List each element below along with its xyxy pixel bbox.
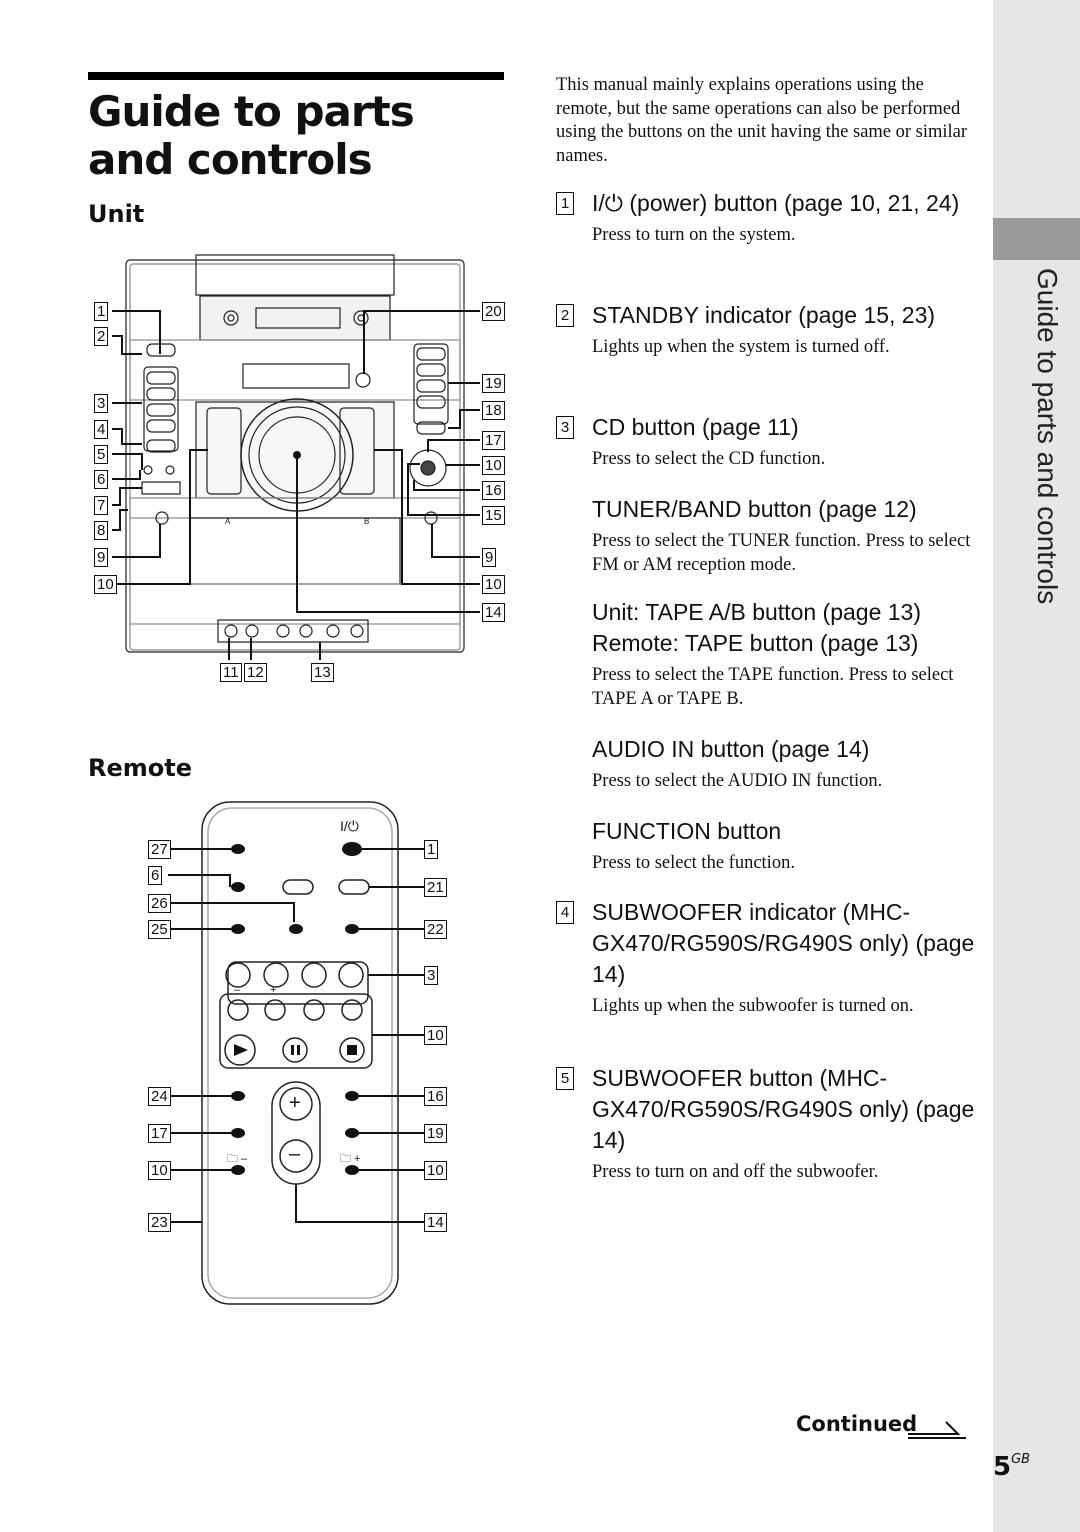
remote-volume-minus-symbol: – xyxy=(289,1143,301,1165)
unit-right-callout: 18 xyxy=(482,401,505,420)
item-heading xyxy=(556,188,976,219)
item-description: Press to select the function. xyxy=(592,853,795,873)
page-title: Guide to parts and controls xyxy=(88,87,414,184)
item-heading xyxy=(556,734,976,765)
item-heading-text: Unit: TAPE A/B button (page 13) Remote: TAPE button (page 13) xyxy=(592,599,922,656)
item-description: Lights up when the system is turned off. xyxy=(592,337,890,357)
item-heading xyxy=(556,300,976,331)
item-heading xyxy=(556,597,976,659)
remote-left-callout: 24 xyxy=(148,1087,171,1106)
unit-right-callout: 17 xyxy=(482,431,505,450)
unit-left-callout: 10 xyxy=(94,575,117,594)
unit-left-callout: 9 xyxy=(94,548,108,567)
remote-volume-plus-symbol: + xyxy=(289,1092,301,1114)
remote-leader-lines xyxy=(168,849,424,1222)
item-number-badge: 4 xyxy=(556,901,574,924)
remote-plus-label: + xyxy=(270,984,277,996)
item-heading xyxy=(556,897,976,990)
item-heading-text: STANDBY indicator (page 15, 23) xyxy=(592,302,936,328)
item-number-badge: 1 xyxy=(556,192,574,215)
unit-right-callout: 20 xyxy=(482,302,505,321)
item-description: Press to select the AUDIO IN function. xyxy=(592,771,883,791)
unit-bottom-callout: 13 xyxy=(311,663,334,682)
item-heading-text: AUDIO IN button (page 14) xyxy=(592,736,870,762)
remote-right-callout: 22 xyxy=(424,920,447,939)
item-description: Lights up when the subwoofer is turned on. xyxy=(592,996,914,1016)
item-entry xyxy=(556,188,976,247)
item-description: Press to select the CD function. xyxy=(592,449,826,469)
remote-heading: Remote xyxy=(88,754,193,782)
remote-right-callout: 1 xyxy=(424,840,438,859)
remote-left-callout: 23 xyxy=(148,1213,171,1232)
unit-right-callout: 10 xyxy=(482,456,505,475)
item-description: Press to turn on and off the subwoofer. xyxy=(592,1162,879,1182)
unit-left-callout: 8 xyxy=(94,521,108,540)
unit-right-callout: 15 xyxy=(482,506,505,525)
item-heading xyxy=(556,1063,976,1156)
item-heading-text: SUBWOOFER button (MHC-GX470/RG590S/RG490S only) (page 14) xyxy=(592,1065,975,1153)
item-heading xyxy=(556,412,976,443)
unit-left-callout: 4 xyxy=(94,420,108,439)
intro-paragraph: This manual mainly explains operations using the remote, but the same operations can also be performed using the buttons on the unit having the same or similar names. xyxy=(556,75,968,166)
item-entry xyxy=(556,494,976,577)
remote-right-callout: 3 xyxy=(424,966,438,985)
item-heading-text: CD button (page 11) xyxy=(592,414,799,440)
unit-dial-center xyxy=(293,451,301,459)
unit-bottom-callout: 11 xyxy=(220,663,242,682)
unit-left-callout: 2 xyxy=(94,327,108,346)
page-number: $5^{GB}$ xyxy=(993,1452,1031,1482)
remote-left-callout: 10 xyxy=(148,1161,171,1180)
item-heading-text: I/⏻ (power) button (page 10, 21, 24) xyxy=(592,190,960,216)
item-heading-text: FUNCTION button xyxy=(592,818,782,844)
unit-left-callout: 1 xyxy=(94,302,108,321)
remote-power-label: I/⏻ xyxy=(340,818,359,834)
unit-right-callout: 14 xyxy=(482,603,505,622)
unit-right-callout: 10 xyxy=(482,575,505,594)
remote-left-callout: 27 xyxy=(148,840,171,859)
item-entry xyxy=(556,816,976,875)
continued-label: Continued xyxy=(796,1412,918,1436)
item-number-badge: 5 xyxy=(556,1067,574,1090)
unit-bottom-callout: 12 xyxy=(244,663,267,682)
continued-arrow-icon xyxy=(906,1418,970,1440)
remote-right-callout: 10 xyxy=(424,1026,447,1045)
remote-left-callout: 26 xyxy=(148,894,171,913)
unit-right-callout: 16 xyxy=(482,481,505,500)
remote-folder-minus-label: 🗀 – xyxy=(227,1153,248,1165)
remote-right-callout: 14 xyxy=(424,1213,447,1232)
item-heading-text: SUBWOOFER indicator (MHC-GX470/RG590S/RG490S only) (page 14) xyxy=(592,899,975,987)
remote-folder-plus-label: 🗀 + xyxy=(340,1153,361,1165)
remote-left-callout: 17 xyxy=(148,1124,171,1143)
item-description: Press to turn on the system. xyxy=(592,225,796,245)
unit-left-callout: 5 xyxy=(94,445,108,464)
item-entry xyxy=(556,597,976,711)
remote-left-callout: 25 xyxy=(148,920,171,939)
item-entry xyxy=(556,1063,976,1184)
unit-heading: Unit xyxy=(88,200,145,228)
deck-b-label: B xyxy=(364,517,370,526)
unit-left-callout: 3 xyxy=(94,394,108,413)
remote-left-callout: 6 xyxy=(148,866,162,885)
item-number-badge: 3 xyxy=(556,416,574,439)
remote-right-callout: 21 xyxy=(424,878,447,897)
remote-right-callout: 19 xyxy=(424,1124,447,1143)
remote-right-callout: 16 xyxy=(424,1087,447,1106)
remote-minus-label: – xyxy=(234,984,241,996)
item-entry xyxy=(556,734,976,793)
sidebar-section-label: Guide to parts and controls xyxy=(1032,268,1063,605)
item-heading xyxy=(556,494,976,525)
item-heading xyxy=(556,816,976,847)
item-description: Press to select the TAPE function. Press to select TAPE A or TAPE B. xyxy=(592,665,954,709)
item-number-badge: 2 xyxy=(556,304,574,327)
unit-left-callout: 7 xyxy=(94,496,108,515)
item-entry xyxy=(556,300,976,359)
deck-a-label: A xyxy=(225,517,231,526)
item-entry xyxy=(556,412,976,471)
item-entry xyxy=(556,897,976,1018)
unit-right-callout: 9 xyxy=(482,548,496,567)
unit-left-callout: 6 xyxy=(94,470,108,489)
remote-right-callout: 10 xyxy=(424,1161,447,1180)
unit-right-callout: 19 xyxy=(482,374,505,393)
item-description: Press to select the TUNER function. Press to select FM or AM reception mode. xyxy=(592,531,971,575)
item-heading-text: TUNER/BAND button (page 12) xyxy=(592,496,917,522)
